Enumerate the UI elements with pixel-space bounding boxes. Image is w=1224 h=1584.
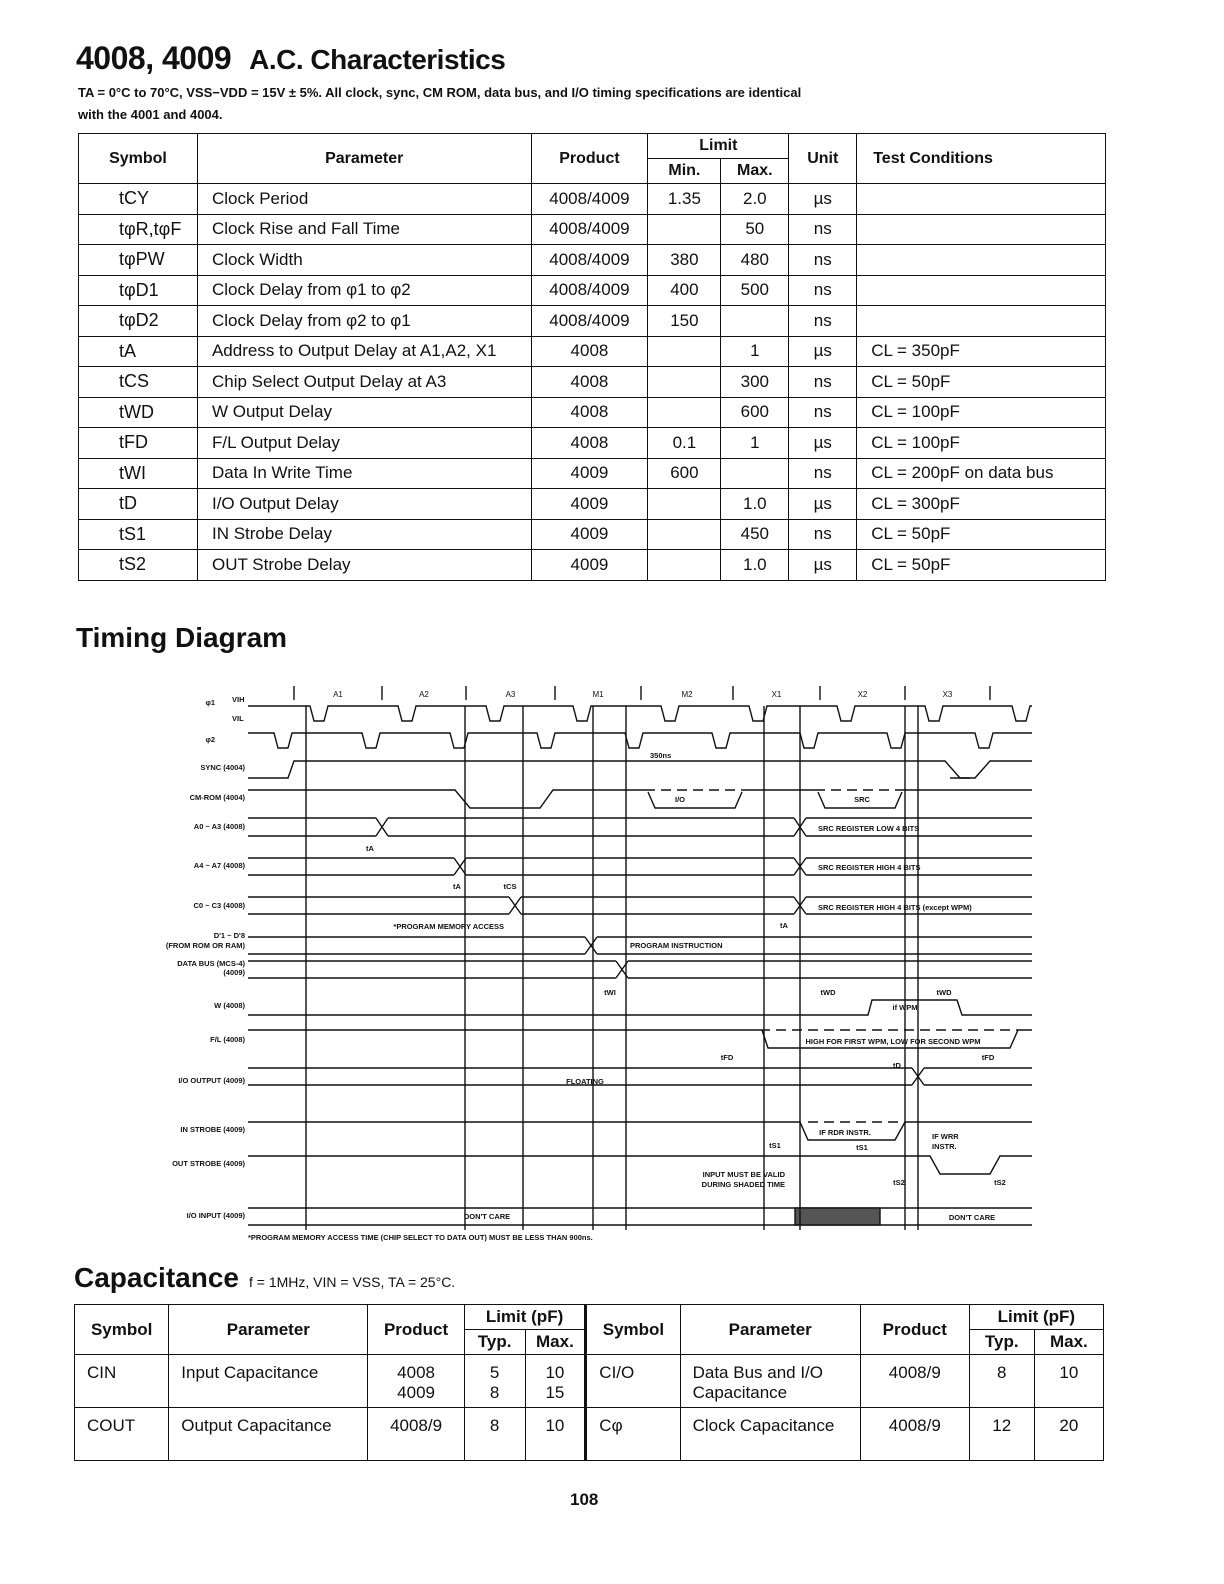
- row-min: [648, 214, 721, 245]
- cap-max: 10: [525, 1408, 586, 1461]
- row-min: 1.35: [648, 184, 721, 215]
- ts1-label: tS1: [769, 1141, 781, 1150]
- row-min: [648, 519, 721, 550]
- src-high-except-label: SRC REGISTER HIGH 4 BITS (except WPM): [818, 903, 972, 912]
- row-product: 4008: [531, 367, 648, 398]
- row-symbol: tA: [79, 336, 198, 367]
- row-test-conditions: CL = 50pF: [857, 367, 1106, 398]
- if-wrr-label-2: INSTR.: [932, 1142, 957, 1151]
- cap-product: [368, 1355, 464, 1408]
- section-title: A.C. Characteristics: [249, 44, 506, 75]
- row-parameter: Clock Delay from φ2 to φ1: [197, 306, 531, 337]
- cap-product-2: 4008/9: [860, 1355, 969, 1408]
- capacitance-title: [74, 1262, 455, 1294]
- row-max: 500: [721, 275, 789, 306]
- cap-symbol-2: Cφ: [586, 1408, 680, 1461]
- row-parameter: Chip Select Output Delay at A3: [197, 367, 531, 398]
- cap-symbol: CIN: [75, 1355, 169, 1408]
- cap-product-value-2: 4009: [397, 1383, 435, 1402]
- phase-label-x1: X1: [771, 690, 782, 699]
- cap-typ-value: 5: [489, 1363, 500, 1382]
- cap-header-product-2: Product: [860, 1305, 969, 1355]
- cap-max-value-2: 15: [545, 1383, 565, 1402]
- row-symbol: tS2: [79, 550, 198, 581]
- cap-parameter-2: Clock Capacitance: [680, 1408, 860, 1461]
- row-unit: ns: [789, 245, 857, 276]
- signal-label: D'1 ~ D'8: [213, 931, 245, 940]
- ts1-label-2: tS1: [856, 1143, 868, 1152]
- row-product: 4008/4009: [531, 245, 648, 276]
- row-symbol: tWD: [79, 397, 198, 428]
- row-unit: µs: [789, 489, 857, 520]
- part-numbers: 4008, 4009: [76, 40, 232, 76]
- row-parameter: Clock Delay from φ1 to φ2: [197, 275, 531, 306]
- fl-note-label: HIGH FOR FIRST WPM, LOW FOR SECOND WPM: [805, 1037, 981, 1046]
- row-test-conditions: CL = 300pF: [857, 489, 1106, 520]
- ac-table-row: [79, 184, 1106, 215]
- row-max: 50: [721, 214, 789, 245]
- row-test-conditions: [857, 214, 1106, 245]
- row-test-conditions: CL = 350pF: [857, 336, 1106, 367]
- cap-symbol: COUT: [75, 1408, 169, 1461]
- capacitance-table: [74, 1304, 1104, 1461]
- row-test-conditions: CL = 200pF on data bus: [857, 458, 1106, 489]
- capacitance-heading: Capacitance: [74, 1262, 239, 1293]
- sync-waveform: [248, 761, 970, 778]
- signal-label: F/L (4008): [210, 1035, 245, 1044]
- cap-max-2: 10: [1034, 1355, 1103, 1408]
- cap-max: [525, 1355, 586, 1408]
- ac-table-row: [79, 458, 1106, 489]
- row-symbol: tφD2: [79, 306, 198, 337]
- row-parameter: F/L Output Delay: [197, 428, 531, 459]
- if-wpm-label: if WPM: [892, 1003, 918, 1012]
- dont-care-label-2: DON'T CARE: [948, 1213, 996, 1222]
- row-parameter: Clock Width: [197, 245, 531, 276]
- row-symbol: tWI: [79, 458, 198, 489]
- row-product: 4008: [531, 397, 648, 428]
- row-test-conditions: CL = 100pF: [857, 428, 1106, 459]
- row-min: 400: [648, 275, 721, 306]
- cap-row: [75, 1408, 1104, 1461]
- row-parameter: Data In Write Time: [197, 458, 531, 489]
- io-label: I/O: [674, 795, 686, 804]
- cap-typ-2: 12: [969, 1408, 1034, 1461]
- header-symbol: Symbol: [79, 134, 198, 184]
- signal-label: OUT STROBE (4009): [172, 1159, 245, 1168]
- io-output-bus: [248, 1068, 1032, 1085]
- row-product: 4008: [531, 428, 648, 459]
- ac-table-row: [79, 336, 1106, 367]
- row-unit: µs: [789, 550, 857, 581]
- ac-characteristics-table: [78, 133, 1106, 581]
- header-test-conditions: Test Conditions: [857, 134, 1106, 184]
- conditions-line-2: with the 4001 and 4004.: [78, 107, 223, 122]
- row-test-conditions: CL = 50pF: [857, 519, 1106, 550]
- row-min: [648, 489, 721, 520]
- cap-parameter-line-1: Data Bus and I/O: [692, 1363, 823, 1382]
- signal-label: DATA BUS (MCS-4): [177, 959, 245, 968]
- row-max: 1.0: [721, 489, 789, 520]
- row-test-conditions: [857, 184, 1106, 215]
- cap-header-typ: Typ.: [464, 1330, 525, 1355]
- input-valid-label-2: DURING SHADED TIME: [701, 1180, 785, 1189]
- io-input-lines: [248, 1208, 1032, 1225]
- if-rdr-label: IF RDR INSTR.: [819, 1128, 871, 1137]
- row-max: 1.0: [721, 550, 789, 581]
- sync-waveform-2: [950, 761, 1032, 778]
- row-test-conditions: [857, 245, 1106, 276]
- row-symbol: tφPW: [79, 245, 198, 276]
- conditions-text: [78, 82, 978, 126]
- header-unit: Unit: [789, 134, 857, 184]
- cmrom-io: [648, 792, 742, 808]
- row-max: 1: [721, 428, 789, 459]
- ac-table-row: [79, 275, 1106, 306]
- ac-table-row: [79, 397, 1106, 428]
- src-high-label: SRC REGISTER HIGH 4 BITS: [818, 863, 921, 872]
- phase-label-x2: X2: [857, 690, 868, 699]
- data-bus: [248, 961, 1032, 978]
- ac-table-row: [79, 428, 1106, 459]
- ts2-label-2: tS2: [994, 1178, 1006, 1187]
- phase-label-m2: M2: [681, 690, 693, 699]
- row-symbol: tCS: [79, 367, 198, 398]
- twi-label: tWI: [604, 988, 616, 997]
- ta-label-3: tA: [780, 921, 788, 930]
- row-unit: ns: [789, 214, 857, 245]
- phi2-waveform: [248, 733, 1032, 748]
- row-min: 600: [648, 458, 721, 489]
- signal-label: SYNC (4004): [200, 763, 245, 772]
- row-max: 450: [721, 519, 789, 550]
- row-symbol: tCY: [79, 184, 198, 215]
- cap-row: [75, 1355, 1104, 1408]
- row-parameter: W Output Delay: [197, 397, 531, 428]
- cap-header-symbol-2: Symbol: [586, 1305, 680, 1355]
- row-product: 4008/4009: [531, 184, 648, 215]
- ac-table-row: [79, 367, 1106, 398]
- cap-product-2: 4008/9: [860, 1408, 969, 1461]
- capacitance-conditions: f = 1MHz, VIN = VSS, TA = 25°C.: [248, 1274, 456, 1290]
- signal-label: W (4008): [214, 1001, 245, 1010]
- signal-label: φ2: [205, 735, 215, 744]
- row-unit: ns: [789, 275, 857, 306]
- cap-parameter-2: [680, 1355, 860, 1408]
- phase-label-x3: X3: [942, 690, 953, 699]
- row-min: 150: [648, 306, 721, 337]
- row-symbol: tD: [79, 489, 198, 520]
- cap-header-symbol: Symbol: [75, 1305, 169, 1355]
- row-product: 4009: [531, 550, 648, 581]
- row-min: 380: [648, 245, 721, 276]
- row-max: [721, 458, 789, 489]
- row-product: 4008/4009: [531, 214, 648, 245]
- program-instruction-label: PROGRAM INSTRUCTION: [630, 941, 723, 950]
- row-symbol: tS1: [79, 519, 198, 550]
- header-limit: Limit: [648, 134, 789, 159]
- row-unit: µs: [789, 428, 857, 459]
- row-max: 2.0: [721, 184, 789, 215]
- signal-label: I/O OUTPUT (4009): [178, 1076, 245, 1085]
- td-label: tD: [893, 1061, 901, 1070]
- cap-parameter: Output Capacitance: [169, 1408, 368, 1461]
- out-strobe-waveform: [248, 1156, 1032, 1174]
- phase-label-a2: A2: [419, 690, 429, 699]
- conditions-line-1: TA = 0°C to 70°C, VSS−VDD = 15V ± 5%. All clock, sync, CM ROM, data bus, and I/O timing specifications are identical: [78, 85, 802, 100]
- header-parameter: Parameter: [197, 134, 531, 184]
- row-min: [648, 550, 721, 581]
- row-product: 4008/4009: [531, 275, 648, 306]
- row-max: 1: [721, 336, 789, 367]
- page-number: 108: [570, 1490, 599, 1509]
- twd-label-2: tWD: [936, 988, 952, 997]
- tcs-label: tCS: [503, 882, 517, 891]
- cap-header-typ-2: Typ.: [969, 1330, 1034, 1355]
- signal-label: C0 ~ C3 (4008): [193, 901, 245, 910]
- cap-typ-value-2: 8: [489, 1383, 500, 1402]
- header-min: Min.: [648, 159, 721, 184]
- signal-label: (4009): [223, 968, 245, 977]
- src-label: SRC: [854, 795, 870, 804]
- row-min: [648, 336, 721, 367]
- row-parameter: I/O Output Delay: [197, 489, 531, 520]
- phase-label-a1: A1: [333, 690, 343, 699]
- row-symbol: tφD1: [79, 275, 198, 306]
- row-test-conditions: [857, 306, 1106, 337]
- timing-diagram: [0, 600, 1224, 1260]
- row-unit: µs: [789, 336, 857, 367]
- ac-table-row: [79, 245, 1106, 276]
- ac-table-row: [79, 519, 1106, 550]
- row-parameter: IN Strobe Delay: [197, 519, 531, 550]
- signal-label: (FROM ROM OR RAM): [165, 941, 245, 950]
- cap-product: 4008/9: [368, 1408, 464, 1461]
- cap-header-product: Product: [368, 1305, 464, 1355]
- floating-label: FLOATING: [566, 1077, 604, 1086]
- in-strobe-waveform: [248, 1122, 1032, 1140]
- cap-typ-2: 8: [969, 1355, 1034, 1408]
- row-symbol: tφR,tφF: [79, 214, 198, 245]
- cap-header-parameter-2: Parameter: [680, 1305, 860, 1355]
- twd-label: tWD: [820, 988, 836, 997]
- row-max: [721, 306, 789, 337]
- row-unit: ns: [789, 306, 857, 337]
- row-unit: ns: [789, 397, 857, 428]
- signal-label: IN STROBE (4009): [180, 1125, 245, 1134]
- row-product: 4009: [531, 458, 648, 489]
- row-symbol: tFD: [79, 428, 198, 459]
- input-valid-label: INPUT MUST BE VALID: [702, 1170, 785, 1179]
- cap-header-parameter: Parameter: [169, 1305, 368, 1355]
- cap-header-limit-2: Limit (pF): [969, 1305, 1103, 1330]
- page-title: [76, 40, 505, 77]
- tfd-label-2: tFD: [981, 1053, 995, 1062]
- row-product: 4009: [531, 519, 648, 550]
- row-min: [648, 367, 721, 398]
- tfd-label: tFD: [720, 1053, 734, 1062]
- row-unit: ns: [789, 519, 857, 550]
- row-unit: ns: [789, 458, 857, 489]
- row-unit: ns: [789, 367, 857, 398]
- pma-label: *PROGRAM MEMORY ACCESS: [393, 922, 504, 931]
- row-product: 4008/4009: [531, 306, 648, 337]
- footnote: *PROGRAM MEMORY ACCESS TIME (CHIP SELECT TO DATA OUT) MUST BE LESS THAN 900ns.: [248, 1233, 593, 1242]
- row-max: 300: [721, 367, 789, 398]
- cap-typ: 8: [464, 1408, 525, 1461]
- ac-table-row: [79, 489, 1106, 520]
- signal-label: CM-ROM (4004): [189, 793, 245, 802]
- cap-parameter: Input Capacitance: [169, 1355, 368, 1408]
- cap-header-max-2: Max.: [1034, 1330, 1103, 1355]
- phase-label-a3: A3: [505, 690, 516, 699]
- if-wrr-label: IF WRR: [932, 1132, 959, 1141]
- ac-table-row: [79, 306, 1106, 337]
- cap-max-2: 20: [1034, 1408, 1103, 1461]
- cmrom-waveform: [248, 790, 645, 808]
- ac-table-row: [79, 550, 1106, 581]
- cap-product-value: 4008: [397, 1363, 435, 1382]
- src-low-label: SRC REGISTER LOW 4 BITS: [818, 824, 920, 833]
- cap-header-limit: Limit (pF): [464, 1305, 586, 1330]
- ac-table-row: [79, 214, 1106, 245]
- signal-label: I/O INPUT (4009): [186, 1211, 245, 1220]
- signal-label: A0 ~ A3 (4008): [193, 822, 245, 831]
- cap-header-max: Max.: [525, 1330, 586, 1355]
- phase-label-m1: M1: [592, 690, 604, 699]
- header-max: Max.: [721, 159, 789, 184]
- row-min: 0.1: [648, 428, 721, 459]
- ts2-label: tS2: [893, 1178, 905, 1187]
- row-test-conditions: CL = 100pF: [857, 397, 1106, 428]
- row-product: 4008: [531, 336, 648, 367]
- cap-symbol-2: CI/O: [586, 1355, 680, 1408]
- row-unit: µs: [789, 184, 857, 215]
- row-max: 600: [721, 397, 789, 428]
- timing-diagram-title: Timing Diagram: [76, 622, 288, 653]
- row-test-conditions: CL = 50pF: [857, 550, 1106, 581]
- row-product: 4009: [531, 489, 648, 520]
- header-product: Product: [531, 134, 648, 184]
- phi1-waveform: [248, 706, 1032, 721]
- row-parameter: Clock Period: [197, 184, 531, 215]
- cap-typ: [464, 1355, 525, 1408]
- signal-label: A4 ~ A7 (4008): [193, 861, 245, 870]
- row-parameter: OUT Strobe Delay: [197, 550, 531, 581]
- t350-label: 350ns: [650, 751, 672, 760]
- vil-label: VIL: [232, 714, 244, 723]
- cap-parameter-line-2: Capacitance: [692, 1383, 788, 1402]
- cap-max-value: 10: [545, 1363, 565, 1382]
- row-max: 480: [721, 245, 789, 276]
- vih-label: VIH: [232, 695, 245, 704]
- row-parameter: Clock Rise and Fall Time: [197, 214, 531, 245]
- row-parameter: Address to Output Delay at A1,A2, X1: [197, 336, 531, 367]
- row-test-conditions: [857, 275, 1106, 306]
- shaded-valid-window: [795, 1208, 880, 1225]
- ta-label: tA: [366, 844, 374, 853]
- ta-label-2: tA: [453, 882, 461, 891]
- signal-label: φ1: [205, 698, 215, 707]
- row-min: [648, 397, 721, 428]
- dont-care-label: DON'T CARE: [463, 1212, 511, 1221]
